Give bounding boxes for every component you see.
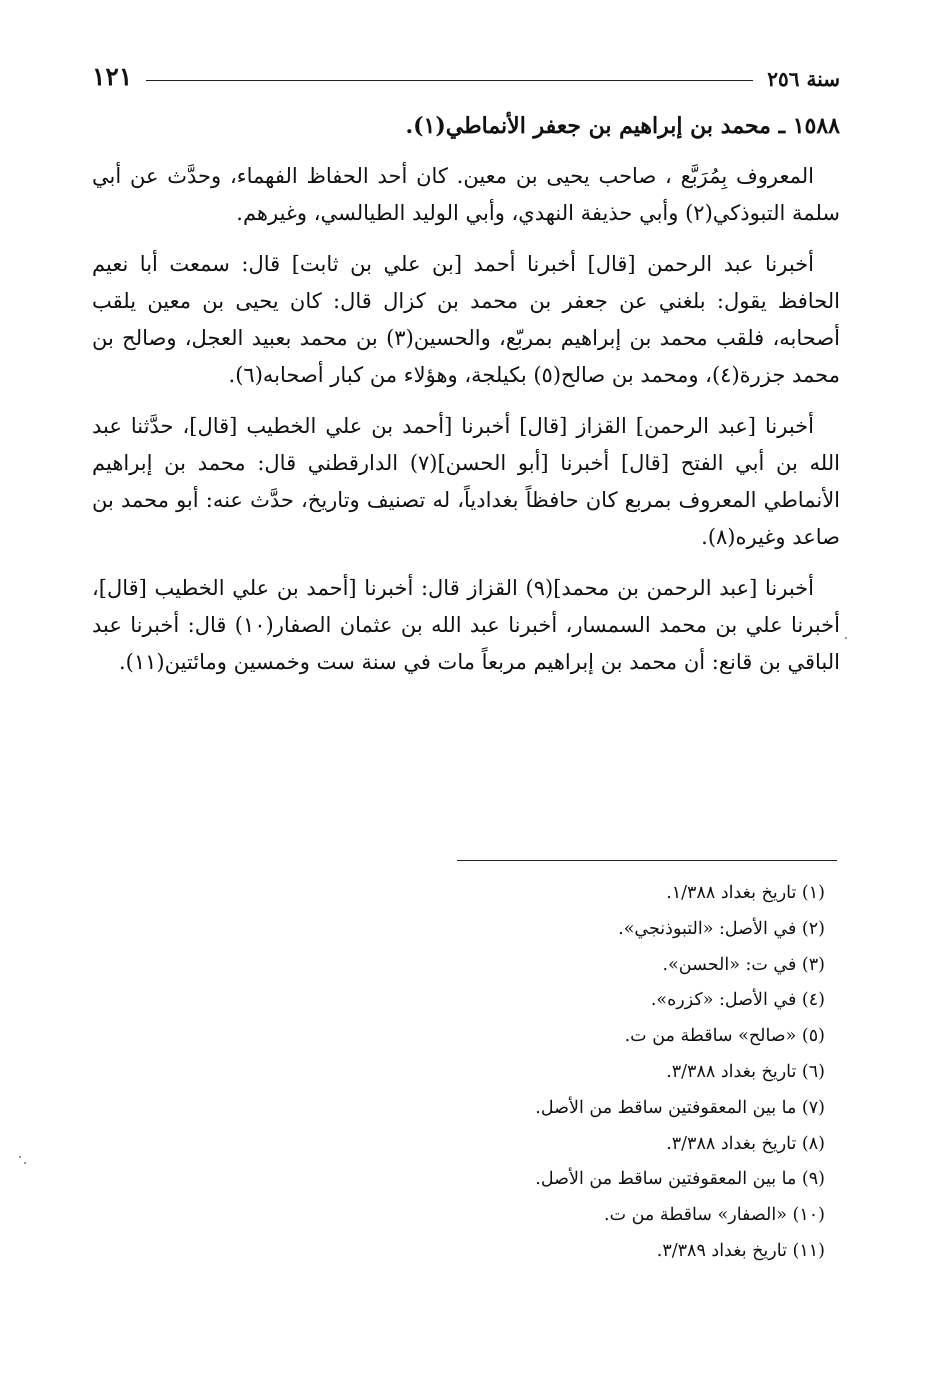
body-paragraph: أخبرنا [عبد الرحمن بن محمد](٩) القزاز قال: أخبرنا [أحمد بن علي الخطيب [قال]، أخبرنا علي بن محمد السمسار، أخبرنا عبد الله بن عثمان الصفار(١٠) قال: أخبرنا عبد الباقي بن قانع: أن محمد بن إبراهيم مربعاً مات في سنة ست وخمسين ومائتين(١١).: [92, 576, 840, 674]
body-paragraph: أخبرنا عبد الرحمن [قال] أخبرنا أحمد [بن علي بن ثابت] قال: سمعت أبا نعيم الحافظ يقول: بلغني عن جعفر بن محمد بن كزال قال: كان يحيى بن معين يلقب أصحابه، فلقب محمد بن إبراهيم بمربّع، والحسين(٣) بن محمد بعبيد العجل، وصالح بن محمد جزرة(٤)، ومحمد بن صالح(٥) بكيلجة، وهؤلاء من كبار أصحابه(٦).: [92, 252, 840, 387]
running-header-year: سنة ٢٥٦: [767, 67, 840, 91]
header-rule: [146, 80, 753, 81]
body-paragraph: أخبرنا [عبد الرحمن] القزاز [قال] أخبرنا [أحمد بن علي الخطيب [قال]، حدَّثنا عبد الله بن أبي الفتح [قال] أخبرنا [أبو الحسن](٧) الدارقطني قال: محمد بن إبراهيم الأنماطي المعروف بمربع كان حافظاً بغدادياً، له تصنيف وتاريخ، حدَّث عنه: أبو محمد بن صاعد وغيره(٨).: [92, 414, 840, 549]
footnote: (٢) في الأصل: «التبوذنجي».: [618, 918, 825, 939]
page-number: ١٢١: [92, 62, 133, 91]
entry-title: ١٥٨٨ ـ محمد بن إبراهيم بن جعفر الأنماطي(١).: [405, 113, 840, 139]
footnote: (٧) ما بين المعقوفتين ساقط من الأصل.: [535, 1097, 825, 1118]
footnote: (٥) «صالح» ساقطة من ت.: [624, 1026, 825, 1047]
scan-speck: [19, 1156, 21, 1158]
footnote: (٣) في ت: «الحسن».: [662, 954, 825, 975]
scan-speck: [845, 637, 847, 639]
footnote: (١) تاريخ بغداد ١/٣٨٨.: [666, 883, 825, 903]
footnote: (١٠) «الصفار» ساقطة من ت.: [604, 1205, 825, 1226]
scan-speck: [24, 1162, 26, 1164]
running-header: [92, 55, 840, 91]
body-paragraph: المعروف بِمُرَبَّع ، صاحب يحيى بن معين. كان أحد الحفاظ الفهماء، وحدَّث عن أبي سلمة التبوذكي(٢) وأبي حذيفة النهدي، وأبي الوليد الطيالسي، وغيرهم.: [92, 164, 840, 225]
footnote: (١١) تاريخ بغداد ٣/٣٨٩.: [656, 1240, 825, 1261]
footnote: (٤) في الأصل: «كزره».: [650, 990, 825, 1011]
footnote: (٩) ما بين المعقوفتين ساقط من الأصل.: [535, 1169, 825, 1190]
footnote-separator: [457, 860, 837, 861]
footnote: (٨) تاريخ بغداد ٣/٣٨٨.: [666, 1133, 825, 1154]
footnote: (٦) تاريخ بغداد ٣/٣٨٨.: [666, 1061, 825, 1082]
main-text: [92, 108, 840, 695]
footnotes: [480, 876, 825, 1270]
